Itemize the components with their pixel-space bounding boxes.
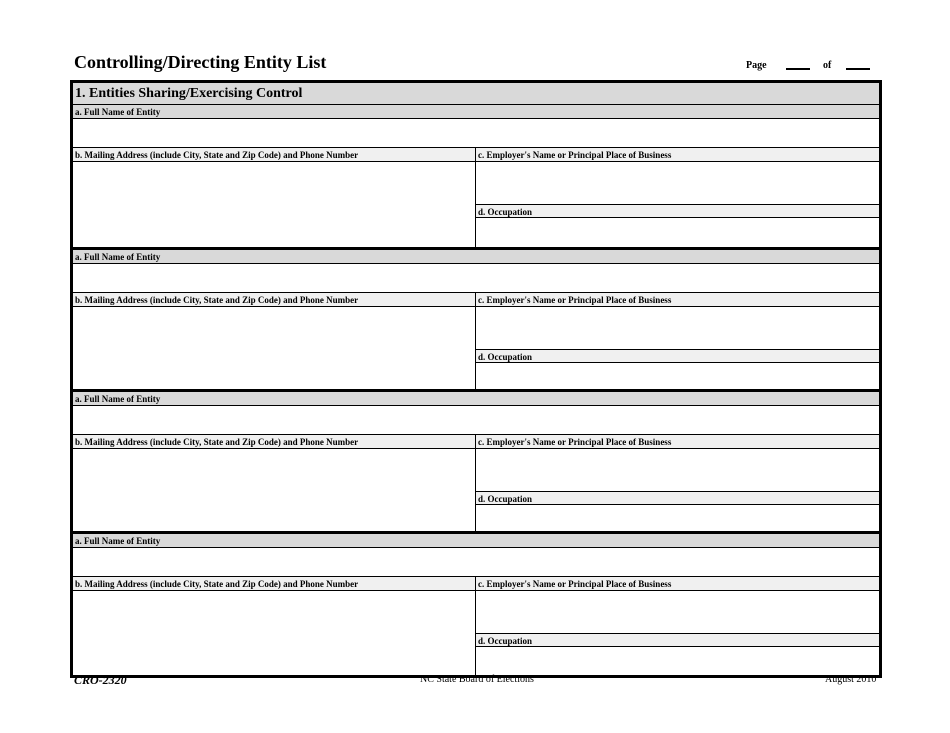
- full-name-field[interactable]: [73, 119, 879, 147]
- mailing-address-cell[interactable]: [73, 435, 476, 535]
- employer-label: c. Employer's Name or Principal Place of Business: [476, 577, 879, 591]
- occupation-field[interactable]: [476, 219, 879, 248]
- full-name-label: a. Full Name of Entity: [73, 250, 879, 264]
- entity-block-4: [73, 531, 879, 676]
- employer-field[interactable]: [476, 591, 879, 633]
- occupation-label: d. Occupation: [476, 349, 879, 363]
- employer-label: c. Employer's Name or Principal Place of Business: [476, 293, 879, 307]
- full-name-field[interactable]: [73, 264, 879, 292]
- entity-form: [70, 80, 882, 678]
- mailing-address-label: b. Mailing Address (include City, State and Zip Code) and Phone Number: [73, 293, 475, 307]
- page-number-field[interactable]: [786, 68, 810, 70]
- agency-name: NC State Board of Elections: [420, 674, 534, 685]
- mailing-address-label: b. Mailing Address (include City, State and Zip Code) and Phone Number: [73, 577, 475, 591]
- employer-occupation-cell: [476, 435, 879, 535]
- entity-block-3: [73, 389, 879, 534]
- mailing-address-label: b. Mailing Address (include City, State and Zip Code) and Phone Number: [73, 148, 475, 162]
- address-row: [73, 292, 879, 392]
- occupation-label: d. Occupation: [476, 491, 879, 505]
- address-row: [73, 147, 879, 247]
- full-name-field[interactable]: [73, 406, 879, 434]
- section-header: 1. Entities Sharing/Exercising Control: [73, 83, 879, 105]
- employer-label: c. Employer's Name or Principal Place of Business: [476, 435, 879, 449]
- full-name-field[interactable]: [73, 548, 879, 576]
- revision-date: August 2010: [825, 674, 877, 685]
- full-name-label: a. Full Name of Entity: [73, 392, 879, 406]
- entity-block-1: [73, 105, 879, 247]
- employer-field[interactable]: [476, 162, 879, 204]
- employer-occupation-cell: [476, 293, 879, 393]
- page-total-field[interactable]: [846, 68, 870, 70]
- employer-label: c. Employer's Name or Principal Place of Business: [476, 148, 879, 162]
- entity-block-2: [73, 247, 879, 392]
- mailing-address-cell[interactable]: [73, 148, 476, 248]
- address-row: [73, 434, 879, 534]
- page-label: Page: [746, 60, 767, 71]
- of-label: of: [823, 60, 832, 71]
- full-name-label: a. Full Name of Entity: [73, 534, 879, 548]
- mailing-address-cell[interactable]: [73, 293, 476, 393]
- full-name-label: a. Full Name of Entity: [73, 105, 879, 119]
- employer-field[interactable]: [476, 449, 879, 491]
- occupation-label: d. Occupation: [476, 204, 879, 218]
- occupation-field[interactable]: [476, 648, 879, 677]
- form-code: CRO-2320: [74, 673, 127, 687]
- employer-occupation-cell: [476, 577, 879, 677]
- employer-occupation-cell: [476, 148, 879, 248]
- address-row: [73, 576, 879, 676]
- mailing-address-cell[interactable]: [73, 577, 476, 677]
- employer-field[interactable]: [476, 307, 879, 349]
- mailing-address-label: b. Mailing Address (include City, State and Zip Code) and Phone Number: [73, 435, 475, 449]
- occupation-label: d. Occupation: [476, 633, 879, 647]
- form-title: Controlling/Directing Entity List: [74, 52, 327, 72]
